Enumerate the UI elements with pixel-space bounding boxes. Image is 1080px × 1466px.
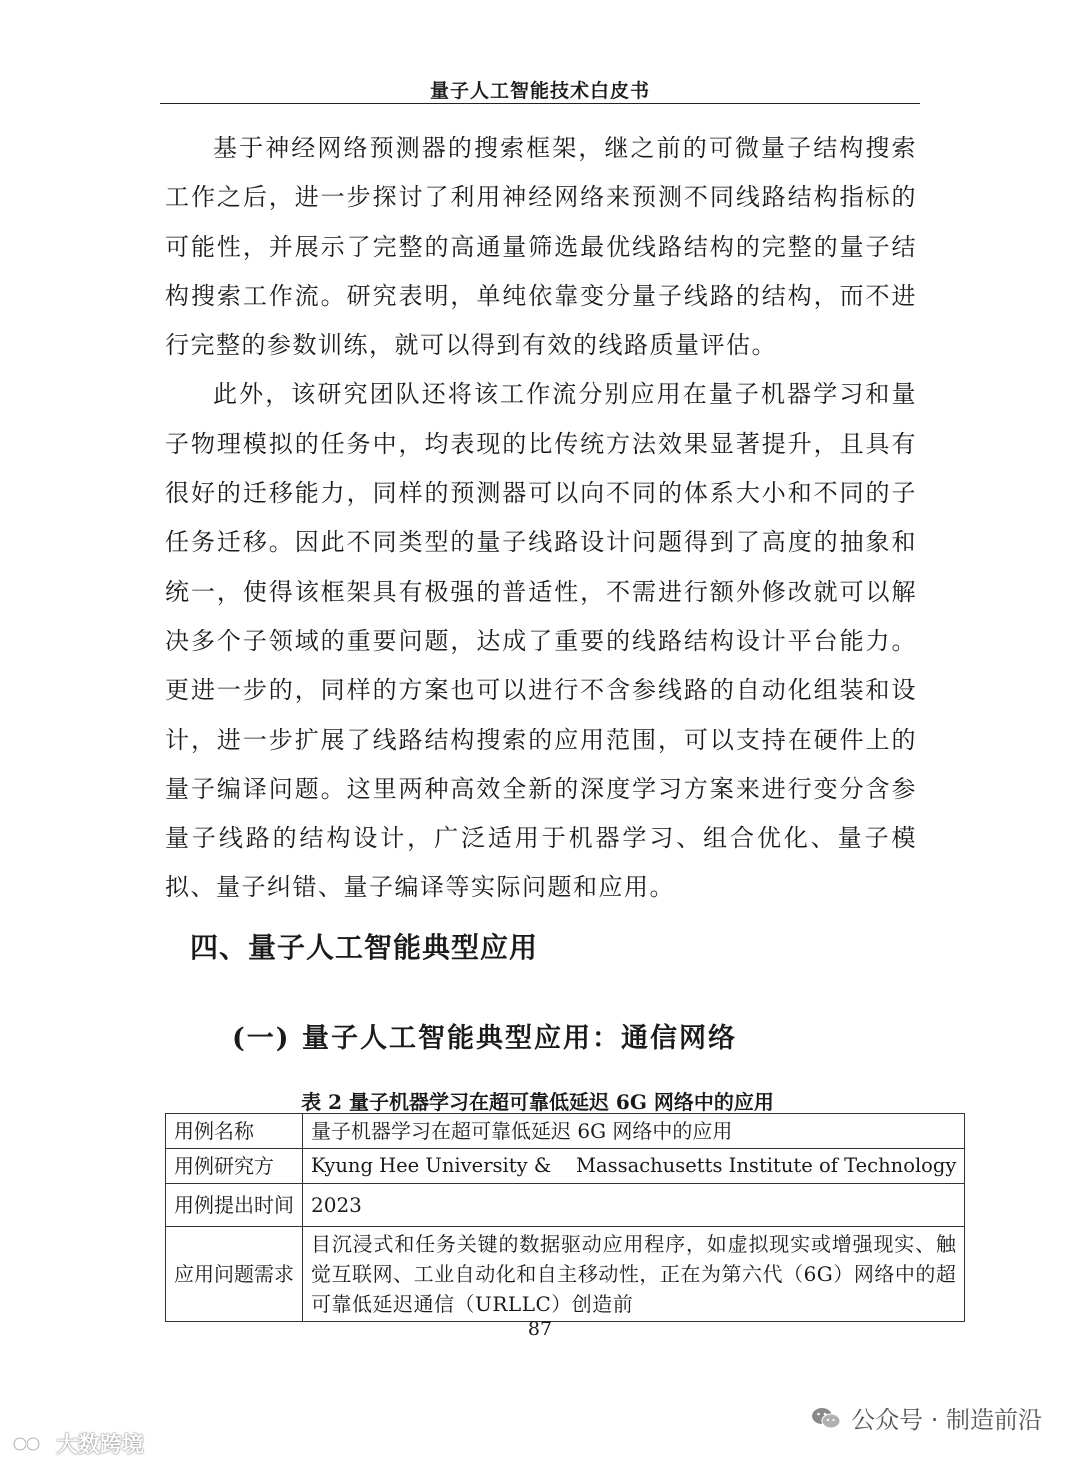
page-number: 87 bbox=[527, 1318, 553, 1340]
row-value: Kyung Hee University & Massachusetts Institute of Technology bbox=[303, 1149, 965, 1184]
paragraph: 基于神经网络预测器的搜索框架，继之前的可微量子结构搜索工作之后，进一步探讨了利用神经网络来预测不同线路结构指标的可能性，并展示了完整的高通量筛选最优线路结构的完整的量子结构搜索工作流。研究表明，单纯依靠变分量子线路的结构，而不进行完整的参数训练，就可以得到有效的线路质量评估。 bbox=[165, 134, 917, 360]
paragraph: 此外，该研究团队还将该工作流分别应用在量子机器学习和量子物理模拟的任务中，均表现的比传统方法效果显著提升，且具有很好的迁移能力，同样的预测器可以向不同的体系大小和不同的子任务迁移。因此不同类型的量子线路设计问题得到了高度的抽象和统一，使得该框架具有极强的普适性，不需进行额外修改就可以解决多个子领域的重要问题，达成了重要的线路结构设计平台能力。更进一步的，同样的方案也可以进行不含参线路的自动化组装和设计，进一步扩展了线路结构搜索的应用范围，可以支持在硬件上的量子编译问题。这里两种高效全新的深度学习方案来进行变分含参量子线路的结构设计，广泛适用于机器学习、组合优化、量子模拟、量子纠错、量子编译等实际问题和应用。 bbox=[165, 380, 917, 902]
row-label: 用例名称 bbox=[166, 1114, 303, 1149]
use-case-table bbox=[165, 1113, 965, 1322]
running-header-title: 量子人工智能技术白皮书 bbox=[429, 80, 650, 102]
table-caption: 表 2 量子机器学习在超可靠低延迟 6G 网络中的应用 bbox=[301, 1090, 774, 1114]
wechat-watermark-text: 公众号 · 制造前沿 bbox=[851, 1406, 1042, 1434]
brand-watermark-text: 大数跨境 bbox=[56, 1433, 145, 1458]
body-text bbox=[165, 124, 917, 913]
table-row bbox=[166, 1184, 965, 1227]
table-row bbox=[166, 1114, 965, 1149]
section-heading: 四、量子人工智能典型应用 bbox=[190, 931, 539, 964]
row-value: 2023 bbox=[303, 1184, 965, 1227]
row-label: 用例研究方 bbox=[166, 1149, 303, 1184]
subsection-heading: (一) 量子人工智能典型应用：通信网络 bbox=[232, 1023, 737, 1054]
brand-watermark bbox=[12, 1428, 144, 1459]
brand-logo-icon bbox=[12, 1433, 50, 1455]
row-value: 目沉浸式和任务关键的数据驱动应用程序，如虚拟现实或增强现实、触觉互联网、工业自动化和自主移动性，正在为第六代（6G）网络中的超可靠低延迟通信（URLLC）创造前 bbox=[303, 1227, 965, 1322]
wechat-icon bbox=[811, 1406, 841, 1430]
table-row bbox=[166, 1227, 965, 1322]
row-label: 应用问题需求 bbox=[166, 1227, 303, 1322]
wechat-watermark bbox=[811, 1400, 1042, 1435]
header-divider bbox=[160, 103, 920, 104]
row-value: 量子机器学习在超可靠低延迟 6G 网络中的应用 bbox=[303, 1114, 965, 1149]
table-row bbox=[166, 1149, 965, 1184]
row-label: 用例提出时间 bbox=[166, 1184, 303, 1227]
